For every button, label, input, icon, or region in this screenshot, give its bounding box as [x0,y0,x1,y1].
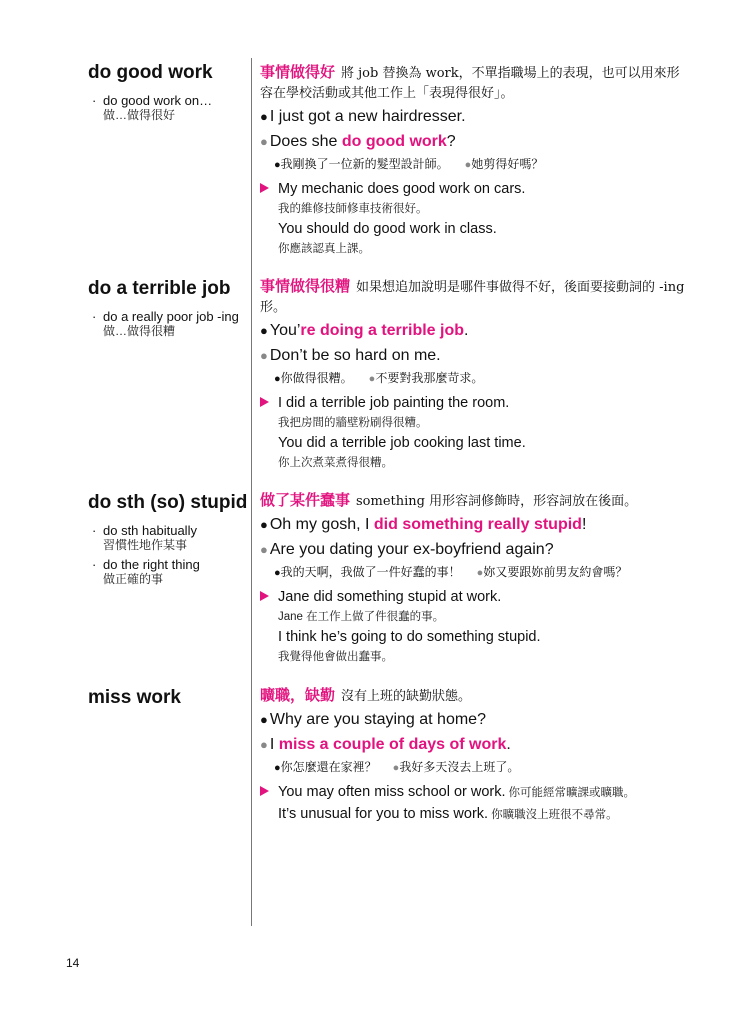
phrase-title: miss work [88,687,181,708]
entry-detail-column [260,63,690,259]
example [260,782,690,826]
example-en: You did a terrible job cooking last time. [278,435,526,451]
example-en: You may often miss school or work. 你可能經常曠課或曠職。 [278,784,636,800]
definition-title: 曠職，缺勤 [260,687,336,704]
related-phrase-zh: 習慣性地作某事 [103,538,188,552]
highlighted-phrase: re doing a terrible job [300,322,464,339]
dialogue-line-b: ● Are you dating your ex-boyfriend again? [260,541,554,558]
related-phrase-zh: 做正確的事 [103,572,164,586]
related-phrases [88,523,248,586]
highlighted-phrase: did something really stupid [373,516,582,533]
related-phrase [88,93,248,122]
bullet-dot: · [92,523,97,538]
related-phrase [88,523,248,552]
entry-detail-column [260,686,690,826]
dialogue-line-a: ● I just got a new hairdresser. [260,108,466,125]
definition-text: 沒有上班的缺勤狀態。 [341,689,472,704]
example-zh: 我的維修技師修車技術很好。 [278,203,428,215]
dialogue-line-a: ● Oh my gosh, I did something really stupid! [260,516,587,533]
highlighted-phrase: do good work [341,133,447,150]
definition [260,491,690,512]
related-phrase [88,309,248,338]
dialogue-translation: ●我的天啊，我做了一件好蠢的事！ ●妳又要跟妳前男友約會嗎？ [274,565,628,579]
phrase-title: do a terrible job [88,278,231,299]
speaker-a-marker: ● [260,517,268,532]
related-phrase-en: do good work on… [103,93,213,108]
dialogue-line-b: ● I miss a couple of days of work. [260,736,511,753]
definition-title: 事情做得好 [260,64,336,81]
related-phrases [88,309,248,338]
example-zh: 我覺得他會做出蠢事。 [278,651,393,663]
example-en: Jane did something stupid at work. [278,589,502,605]
related-phrase-en: do sth habitually [103,523,197,538]
bullet-dot: · [92,557,97,572]
related-phrases [88,93,248,122]
dialogue-line-b: ● Don’t be so hard on me. [260,347,441,364]
example-zh: 你可能經常曠課或曠職。 [508,787,636,799]
example [260,179,690,259]
bullet-dot: · [92,93,97,108]
dialogue-translation: ●你做得很糟。 ●不要對我那麼苛求。 [274,371,484,385]
highlighted-phrase: miss a couple of days of work [278,736,507,753]
definition [260,63,690,104]
example-en: My mechanic does good work on cars. [278,181,526,197]
speaker-a-marker: ● [260,109,268,124]
related-phrase-zh: 做…做得很糟 [103,324,176,338]
related-phrase-zh: 做…做得很好 [103,108,176,122]
example-en: I think he’s going to do something stupid. [278,629,541,645]
triangle-arrow-icon [260,591,269,601]
dialogue-line-a: ● You’re doing a terrible job. [260,322,469,339]
speaker-b-marker: ● [260,348,268,363]
speaker-b-marker: ● [260,542,268,557]
definition-text: something 用形容詞修飾時，形容詞放在後面。 [356,494,638,509]
triangle-arrow-icon [260,183,269,193]
related-phrase [88,557,248,586]
dialogue-translation: ●你怎麼還在家裡？ ●我好多天沒去上班了。 [274,760,520,774]
related-phrase-en: do the right thing [103,557,200,572]
speaker-b-marker: ● [260,737,268,752]
column-divider [251,58,252,926]
speaker-a-marker: ● [260,323,268,338]
entry-phrase-column [88,686,248,710]
dialogue-line-a: ● Why are you staying at home? [260,711,486,728]
example-zh: 你曠職沒上班很不尋常。 [491,809,618,821]
entry-detail-column [260,491,690,667]
example-en: I did a terrible job painting the room. [278,395,510,411]
example [260,587,690,667]
bullet-dot: · [92,309,97,324]
definition-title: 事情做得很糟 [260,278,351,295]
entry-phrase-column [88,61,248,127]
example-zh: Jane 在工作上做了件很蠢的事。 [278,611,445,623]
example [260,393,690,473]
example-zh: 你應該認真上課。 [278,243,370,255]
speaker-b-marker: ● [260,134,268,149]
triangle-arrow-icon [260,397,269,407]
entry-detail-column [260,277,690,473]
phrase-title: do good work [88,62,213,83]
entry-phrase-column [88,277,248,343]
definition-title: 做了某件蠢事 [260,492,351,509]
related-phrase-en: do a really poor job -ing [103,309,239,324]
example-zh: 你上次煮菜煮得很糟。 [278,457,393,469]
speaker-a-marker: ● [260,712,268,727]
page-number: 14 [66,956,80,970]
triangle-arrow-icon [260,786,269,796]
example-zh: 我把房間的牆壁粉刷得很糟。 [278,417,428,429]
phrase-title: do sth (so) stupid [88,492,248,513]
definition-text: 如果想追加說明是哪件事做得不好，後面要接動詞的 -ing 形。 [260,280,685,315]
dialogue-translation: ●我剛換了一位新的髮型設計師。 ●她剪得好嗎？ [274,157,544,171]
definition [260,277,690,318]
entry-phrase-column [88,491,248,591]
example-en: It’s unusual for you to miss work. 你曠職沒上班很不尋常。 [278,806,618,822]
example-en: You should do good work in class. [278,221,497,237]
dialogue-line-b: ● Does she do good work? [260,133,456,150]
definition-text: 將 job 替換為 work，不單指職場上的表現，也可以用來形容在學校活動或其他工作上「表現得很好」。 [260,66,680,101]
definition [260,686,690,707]
